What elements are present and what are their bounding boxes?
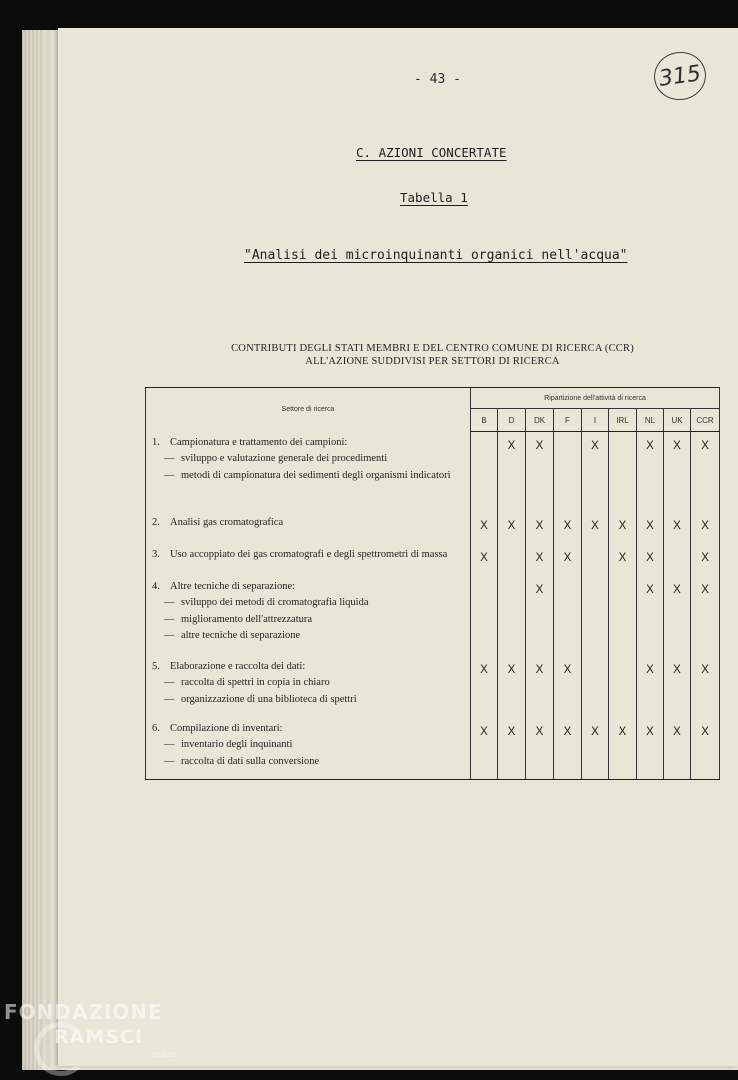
mark-cell-nl: X xyxy=(637,432,664,512)
watermark xyxy=(4,1000,177,1060)
sector-title-text: Analisi gas cromatografica xyxy=(170,516,284,528)
sector-subitem: — miglioramento dell'attrezzatura xyxy=(152,615,466,626)
sector-subitem: — raccolta di dati sulla conversione xyxy=(152,757,466,768)
column-header-i: I xyxy=(582,409,609,432)
mark-cell-d: X xyxy=(498,512,526,544)
sector-cell xyxy=(146,718,471,780)
mark-cell-i xyxy=(582,656,609,718)
sector-subitem-text: inventario degli inquinanti xyxy=(181,739,293,750)
column-header-irl: IRL xyxy=(609,409,637,432)
mark-cell-irl xyxy=(609,432,637,512)
mark-cell-ccr: X xyxy=(691,544,720,576)
sector-subitem: — raccolta di spettri in copia in chiaro xyxy=(152,678,466,689)
sector-subitem-text: raccolta di dati sulla conversione xyxy=(181,755,320,767)
mark-cell-uk: X xyxy=(664,576,691,656)
section-title: C. AZIONI CONCERTATE xyxy=(356,145,507,160)
mark-cell-d xyxy=(498,576,526,656)
mark-cell-b: X xyxy=(471,544,498,576)
mark-cell-ccr: X xyxy=(691,718,720,780)
mark-cell-f: X xyxy=(554,656,582,718)
mark-cell-d: X xyxy=(498,656,526,718)
mark-cell-i xyxy=(582,544,609,576)
watermark-line1: FONDAZIONE xyxy=(4,1000,163,1024)
mark-cell-nl: X xyxy=(637,656,664,718)
mark-cell-nl: X xyxy=(637,544,664,576)
mark-cell-f: X xyxy=(554,544,582,576)
column-header-ccr: CCR xyxy=(691,409,720,432)
research-table xyxy=(145,387,720,780)
mark-cell-f: X xyxy=(554,718,582,780)
mark-cell-ccr: X xyxy=(691,576,720,656)
distribution-header: Ripartizione dell'attività di ricerca xyxy=(471,388,720,409)
sector-header: Settore di ricerca xyxy=(146,388,471,432)
table-subject: "Analisi dei microinquinanti organici nell'acqua" xyxy=(244,248,628,263)
table-title: Tabella 1 xyxy=(400,190,468,205)
sector-title-text: Elaborazione e raccolta dei dati: xyxy=(170,660,306,672)
column-header-d: D xyxy=(498,409,526,432)
mark-cell-irl: X xyxy=(609,718,637,780)
sector-number: 2. xyxy=(152,516,160,528)
mark-cell-b: X xyxy=(471,656,498,718)
sector-subitem-text: sviluppo dei metodi di cromatografia liquida xyxy=(181,597,369,608)
sector-cell xyxy=(146,512,471,544)
mark-cell-irl: X xyxy=(609,512,637,544)
column-header-f: F xyxy=(554,409,582,432)
mark-cell-dk: X xyxy=(526,576,554,656)
mark-cell-i: X xyxy=(582,512,609,544)
mark-cell-irl xyxy=(609,576,637,656)
mark-cell-nl: X xyxy=(637,512,664,544)
watermark-line2: RAMSCI xyxy=(54,1026,143,1048)
mark-cell-uk: X xyxy=(664,432,691,512)
table-row xyxy=(146,544,720,576)
mark-cell-d xyxy=(498,544,526,576)
sector-number: 1. xyxy=(152,436,160,448)
archive-stamp: 315 xyxy=(651,49,709,104)
mark-cell-b xyxy=(471,432,498,512)
sector-title-text: Compilazione di inventari: xyxy=(170,722,283,734)
sector-subitem: — sviluppo e valutazione generale dei procedimenti xyxy=(152,454,466,465)
mark-cell-uk: X xyxy=(664,718,691,780)
mark-cell-i xyxy=(582,576,609,656)
sector-subitem-text: metodi di campionatura dei sedimenti degli organismi indicatori xyxy=(181,469,451,481)
sector-title xyxy=(152,582,466,593)
mark-cell-irl xyxy=(609,656,637,718)
mark-cell-ccr: X xyxy=(691,432,720,512)
sector-cell xyxy=(146,544,471,576)
table-row xyxy=(146,718,720,780)
sector-subitem: — altre tecniche di separazione xyxy=(152,631,466,642)
table-row xyxy=(146,512,720,544)
mark-cell-uk: X xyxy=(664,656,691,718)
table-row xyxy=(146,432,720,512)
sector-subitem-text: organizzazione di una biblioteca di spettri xyxy=(181,693,357,705)
page-number: - 43 - xyxy=(414,72,461,87)
mark-cell-d: X xyxy=(498,432,526,512)
mark-cell-irl: X xyxy=(609,544,637,576)
sector-subitem: — metodi di campionatura dei sedimenti degli organismi indicatori xyxy=(152,471,466,482)
mark-cell-dk: X xyxy=(526,656,554,718)
mark-cell-f xyxy=(554,432,582,512)
sector-title xyxy=(152,438,466,449)
mark-cell-dk: X xyxy=(526,512,554,544)
column-header-dk: DK xyxy=(526,409,554,432)
sector-title xyxy=(152,724,466,735)
sector-cell xyxy=(146,576,471,656)
mark-cell-uk xyxy=(664,544,691,576)
table-row xyxy=(146,576,720,656)
sector-title-text: Uso accoppiato dei gas cromatografi e degli spettrometri di massa xyxy=(170,548,448,560)
sector-number: 3. xyxy=(152,548,160,560)
sector-subitem: — inventario degli inquinanti xyxy=(152,740,466,751)
mark-cell-nl: X xyxy=(637,718,664,780)
mark-cell-dk: X xyxy=(526,544,554,576)
sector-subitem: — sviluppo dei metodi di cromatografia liquida xyxy=(152,598,466,609)
mark-cell-ccr: X xyxy=(691,512,720,544)
sector-subitem: — organizzazione di una biblioteca di spettri xyxy=(152,695,466,706)
mark-cell-dk: X xyxy=(526,432,554,512)
mark-cell-b: X xyxy=(471,718,498,780)
mark-cell-i: X xyxy=(582,718,609,780)
column-header-b: B xyxy=(471,409,498,432)
sector-title xyxy=(152,662,466,673)
watermark-line3: onlus xyxy=(152,1050,177,1060)
column-header-nl: NL xyxy=(637,409,664,432)
sector-subitem-text: altre tecniche di separazione xyxy=(181,630,301,641)
sector-cell xyxy=(146,432,471,512)
mark-cell-f: X xyxy=(554,512,582,544)
sector-subitem-text: raccolta di spettri in copia in chiaro xyxy=(181,677,330,688)
mark-cell-uk: X xyxy=(664,512,691,544)
mark-cell-i: X xyxy=(582,432,609,512)
mark-cell-b: X xyxy=(471,512,498,544)
sector-subitem-text: miglioramento dell'attrezzatura xyxy=(181,613,313,625)
sector-title-text: Campionatura e trattamento dei campioni: xyxy=(170,436,348,448)
watermark-logo-icon xyxy=(34,1022,88,1076)
mark-cell-nl: X xyxy=(637,576,664,656)
column-header-uk: UK xyxy=(664,409,691,432)
sector-number: 5. xyxy=(152,660,160,672)
table-caption-line1: CONTRIBUTI DEGLI STATI MEMBRI E DEL CENTRO COMUNE DI RICERCA (CCR) xyxy=(231,343,634,354)
mark-cell-ccr: X xyxy=(691,656,720,718)
sector-number: 4. xyxy=(152,580,160,592)
mark-cell-dk: X xyxy=(526,718,554,780)
table-caption-line2: ALL'AZIONE SUDDIVISI PER SETTORI DI RICERCA xyxy=(305,356,560,367)
sector-cell xyxy=(146,656,471,718)
mark-cell-b xyxy=(471,576,498,656)
sector-number: 6. xyxy=(152,722,160,734)
mark-cell-f xyxy=(554,576,582,656)
sector-title-text: Altre tecniche di separazione: xyxy=(170,580,296,592)
sector-subitem-text: sviluppo e valutazione generale dei procedimenti xyxy=(181,453,388,464)
sector-title xyxy=(152,518,466,529)
mark-cell-d: X xyxy=(498,718,526,780)
table-row xyxy=(146,656,720,718)
sector-title xyxy=(152,550,466,561)
